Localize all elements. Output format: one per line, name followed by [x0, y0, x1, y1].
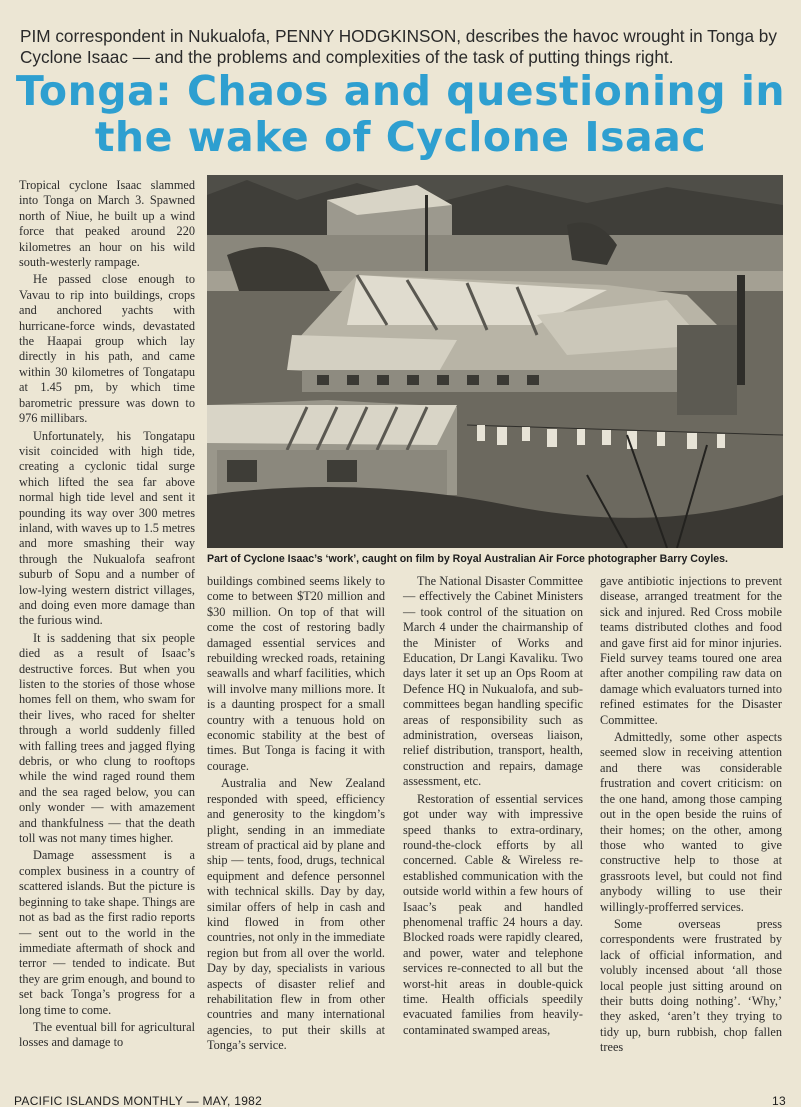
page-footer: [14, 1094, 794, 1107]
column-4: [600, 574, 782, 1058]
column-3: [403, 574, 583, 1040]
paragraph: gave antibiotic injections to prevent disease, arranged treatment for the sick and injured. Red Cross mobile teams distributed clothes and food and gave first aid for minor injuries. Field survey teams toured one area after another compiling raw data on damage which evaluators turned into refined estimates for the Disaster Committee.: [600, 574, 782, 727]
paragraph: He passed close enough to Vavau to rip into buildings, crops and anchored yachts with hurricane-force winds, devastated the Haapai group which lay directly in his path, and came within 30 kilometres of Tongatapu at 1.45 pm, by which time barometric pressure was down to 976 millibars.: [19, 272, 195, 426]
paragraph: It is saddening that six people died as a result of Isaac’s destructive forces. But when you listen to the stories of those whose homes fell on them, who swam for their lives, who raced for shelter through a world suddenly filled with falling trees and jagged flying debris, or who clung to rooftops while the wind raged round them and the sea raged below, you can only wonder — with amazement and thankfulness — that the death toll was not many times higher.: [19, 630, 195, 846]
photo-illustration: [207, 175, 783, 548]
paragraph: Tropical cyclone Isaac slammed into Tonga on March 3. Spawned north of Niue, he built up a wind force that peaked around 220 kilometres an hour on his wild south-westerly rampage.: [19, 178, 195, 270]
paragraph: Restoration of essential services got under way with impressive speed thanks to extra-ordinary, round-the-clock efforts by all concerned. Cable & Wireless re-established communication with the outside world within a few hours of Isaac’s peak and handled phenomenal traffic 24 hours a day. Blocked roads were rapidly cleared, and power, water and telephone services re-connected to all but the worst-hit areas in double-quick time. Health officials speedily evacuated families from heavily-contaminated swamped areas,: [403, 791, 583, 1037]
photo-caption: Part of Cyclone Isaac’s ‘work’, caught on film by Royal Australian Air Force photographer Barry Coyles.: [207, 553, 728, 565]
paragraph: Damage assessment is a complex business in a country of scattered islands. But the picture is beginning to take shape. Things are not as bad as the first radio reports — sent out to the world in the immediate aftermath of shock and terror — tended to indicate. But they are grim enough, and bound to set back Tonga’s progress for a long time to come.: [19, 848, 195, 1017]
paragraph: The eventual bill for agricultural losses and damage to: [19, 1019, 195, 1050]
article-headline: [0, 68, 801, 160]
paragraph: Some overseas press correspondents were frustrated by lack of official information, and volubly incensed about ‘all those local people just sitting around on their butts doing nothing’. ‘Why,’ they asked, ‘aren’t they trying to tidy up, burn rubbish, chop fallen trees: [600, 916, 782, 1055]
paragraph: Admittedly, some other aspects seemed slow in receiving attention and there was considerable frustration and covert criticism: on the one hand, among those camping out in the open beside the ruins of their homes; on the other, among those who wanted to give constructive help to those at grassroots level, but could not find anybody willing to use their willingly-profferred services.: [600, 730, 782, 914]
cyclone-damage-photo: [207, 175, 783, 548]
publication-line: PACIFIC ISLANDS MONTHLY — MAY, 1982: [14, 1094, 263, 1107]
paragraph: The National Disaster Committee — effectively the Cabinet Ministers — took control of the situation on March 4 under the chairmanship of the Minister of Works and Education, Dr Langi Kavaliku. Two days later it set up an Ops Room at Defence HQ in Nukualofa, and sub-committees began handling specific areas of responsibility such as administration, overseas liaison, relief distribution, transport, health, construction and repairs, damage assessment, etc.: [403, 574, 583, 789]
column-1: [19, 178, 195, 1053]
paragraph: buildings combined seems likely to come to between $T20 million and $30 million. On top of that will come the cost of restoring badly damaged essential services and rebuilding wrecked roads, retaining seawalls and wharf facilities, which will involve many millions more. It is a daunting prospect for a small country with a tenuous hold on economic stability at the best of times. But Tonga is facing it with courage.: [207, 574, 385, 773]
paragraph: Australia and New Zealand responded with speed, efficiency and generosity to the kingdom’s plight, sending in an immediate stream of practical aid by plane and ship — tents, food, drugs, technical equipment and defence personnel with technical skills. Day by day, similar offers of help in cash and kind flowed in from other countries, not only in the immediate region but from all over the world. Day by day, specialists in various aspects of disaster relief and rehabilitation flew in from other countries and many international agencies, to put their skills at Tonga’s service.: [207, 776, 385, 1053]
headline-line-2: the wake of Cyclone Isaac: [94, 113, 707, 161]
article-kicker: PIM correspondent in Nukualofa, PENNY HODGKINSON, describes the havoc wrought in Tonga by Cyclone Isaac — and the problems and complexities of the task of putting things right.: [20, 26, 777, 67]
page-number: 13: [772, 1094, 786, 1107]
paragraph: Unfortunately, his Tongatapu visit coincided with high tide, creating a cyclonic tidal surge which lifted the sea far above normal high tide level and sent it pounding its way over 300 metres inland, with waves up to 1.5 metres and more smashing their way through the Nukualofa seafront suburb of Sopu and a number of low-lying western district villages, and doing even more damage than the furious wind.: [19, 428, 195, 628]
headline-line-1: Tonga: Chaos and questioning in: [15, 67, 786, 115]
column-2: [207, 574, 385, 1056]
